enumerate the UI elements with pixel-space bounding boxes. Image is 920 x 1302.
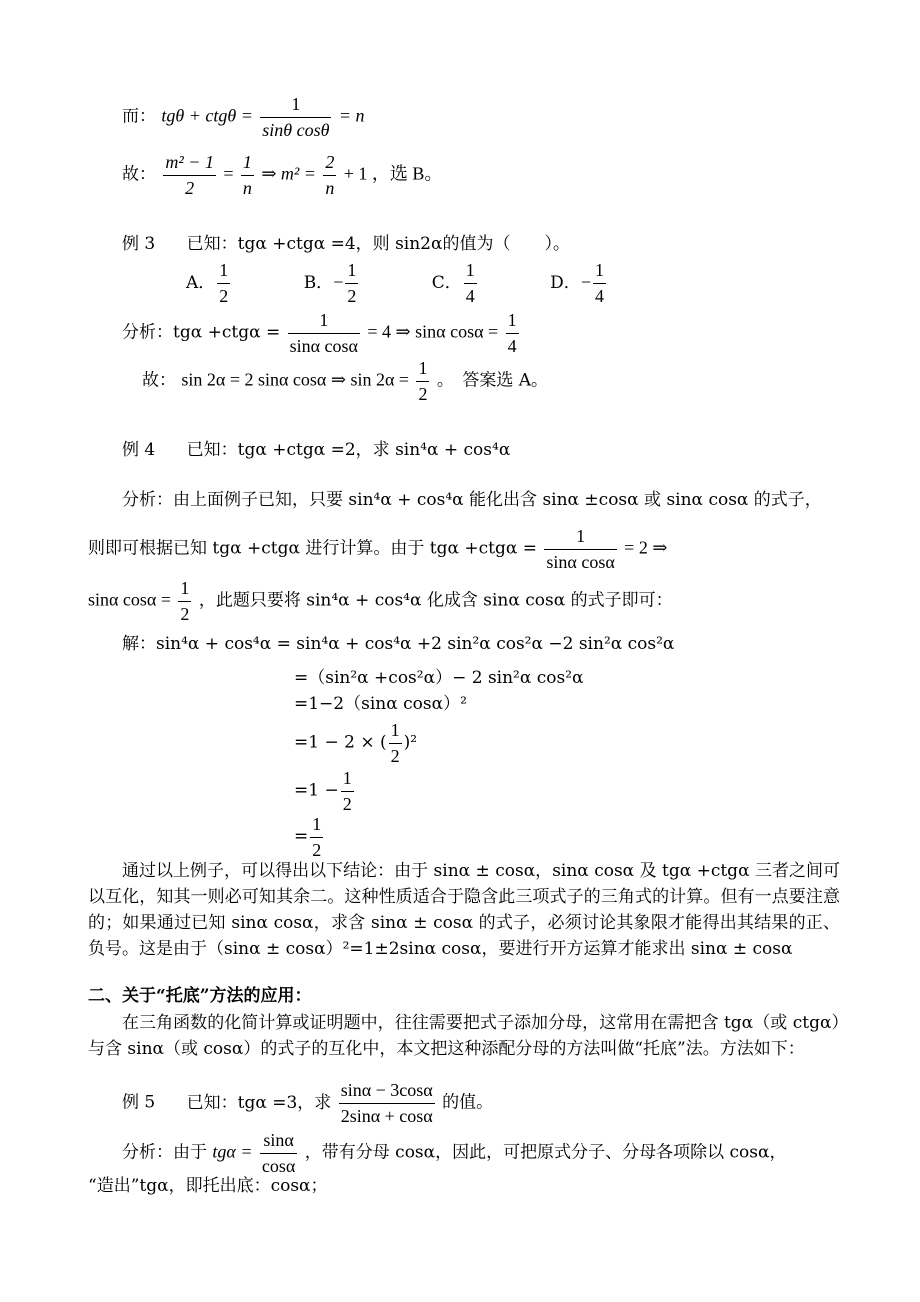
solution-4-line-1: 解：sin⁴α + cos⁴α = sin⁴α + cos⁴α +2 sin²α cos²α −2 sin²α cos²α <box>122 634 675 654</box>
fraction: $\frac{1}{n}$ <box>242 152 252 198</box>
fraction: $\frac{1}{\text{sinα cosα}}$ <box>289 310 358 356</box>
fraction: $\frac{\sin\alpha - 3\cos\alpha}{2\sin\alpha + \cos\alpha}$ <box>340 1080 433 1126</box>
analysis-5-line-2: “造出”tgα，即托出底：cosα； <box>88 1176 328 1196</box>
option-b: B．− $\frac{1}{2}$ <box>303 260 357 306</box>
fraction: $\frac{1}{\text{sinα cosα}}$ <box>546 526 615 572</box>
option-d: D．− $\frac{1}{4}$ <box>550 260 604 306</box>
fraction: $\frac{1}{\text{sinθ cosθ}}$ <box>262 94 330 140</box>
example-5: 例 5 已知：tgα =3，求 $\frac{\sin\alpha - 3\cos\alpha}{2\sin\alpha + \cos\alpha}$ 的值。 <box>122 1080 494 1126</box>
example-4: 例 4 已知：tgα +ctgα =2，求 sin⁴α + cos⁴α <box>122 440 511 460</box>
solution-4-line-6: = $\frac{1}{2}$ <box>294 814 322 860</box>
option-c: C． $\frac{1}{4}$ <box>431 260 475 306</box>
solution-4-line-4: =1 − 2 × ( $\frac{1}{2}$ )² <box>294 720 418 766</box>
solution-4-line-5: =1 − $\frac{1}{2}$ <box>294 768 352 814</box>
solution-3: 故： sin 2α = 2 sinα cosα ⇒ sin 2α = $\frac{1}{2}$ 。 答案选 A。 <box>142 358 549 404</box>
conclusion-paragraph: 通过以上例子，可以得出以下结论：由于 sinα ± cosα，sinα cosα 及 tgα +ctgα 三者之间可以互化，知其一则必可知其余二。这种性质适合于隐含此三项式子的三角式的计算。但有一点要注意的；如果通过已知 sinα cosα，求含 sinα ± cosα 的式子，必须讨论其象限才能得出其结果的正、负号。这是由于（sinα ± cosα）²=1±2sinα cosα，要进行开方运算才能求出 sinα ± cosα <box>88 861 840 959</box>
example-3-options <box>186 260 608 306</box>
analysis-3: 分析：tgα +ctgα = $\frac{1}{\text{sinα cosα}}$ = 4 ⇒ sinα cosα = $\frac{1}{4}$ <box>122 310 517 356</box>
analysis-4-line-2: 则即可根据已知 tgα +ctgα 进行计算。由于 tgα +ctgα = $\frac{1}{\text{sinα cosα}}$ = 2 ⇒ <box>88 526 668 572</box>
fraction: $\frac{\text{m² − 1}}{2}$ <box>165 152 214 198</box>
analysis-4-line-1: 分析：由上面例子已知，只要 sin⁴α + cos⁴α 能化出含 sinα ±cosα 或 sinα cosα 的式子， <box>122 490 822 510</box>
option-a: A． $\frac{1}{2}$ <box>186 260 229 306</box>
analysis-4-line-3: sinα cosα = $\frac{1}{2}$ ，此题只要将 sin⁴α + cos⁴α 化成含 sinα cosα 的式子即可： <box>88 578 673 624</box>
solution-4-line-2: =（sin²α +cos²α）− 2 sin²α cos²α <box>294 668 584 688</box>
line-conclusion-b: 故： $\frac{\text{m² − 1}}{2}$ = $\frac{1}{n}$ ⇒ m² = $\frac{2}{n}$ + 1 ，选 B。 <box>122 152 443 198</box>
fraction: $\frac{1}{2}$ <box>418 358 428 404</box>
line-tg-identity: 而： tgθ + ctgθ = $\frac{1}{\text{sinθ cosθ}}$ = n <box>122 94 365 140</box>
solution-4-line-3: =1−2（sinα cosα）² <box>294 694 467 714</box>
section-2-paragraph: 在三角函数的化简计算或证明题中，往往需要把式子添加分母，这常用在需把含 tgα（或 ctgα）与含 sinα（或 cosα）的式子的互化中，本文把这种添配分母的方法叫做“托底”法。方法如下： <box>88 1013 840 1059</box>
section-2-heading: 二、关于“托底”方法的应用： <box>88 986 312 1006</box>
fraction: $\frac{1}{2}$ <box>342 768 352 814</box>
example-3: 例 3 已知：tgα +ctgα =4，则 sin2α的值为（ ）。 <box>122 234 570 254</box>
fraction: $\frac{1}{4}$ <box>507 310 517 356</box>
fraction: $\frac{1}{2}$ <box>312 814 322 860</box>
analysis-5: 分析：由于 tgα = $\frac{\sin\alpha}{\cos\alpha}$ ，带有分母 cosα，因此，可把原式分子、分母各项除以 cosα， <box>122 1130 787 1176</box>
fraction: $\frac{1}{2}$ <box>390 720 400 766</box>
fraction: $\frac{\sin\alpha}{\cos\alpha}$ <box>261 1130 296 1176</box>
fraction: $\frac{2}{n}$ <box>325 152 335 198</box>
fraction: $\frac{1}{2}$ <box>180 578 190 624</box>
